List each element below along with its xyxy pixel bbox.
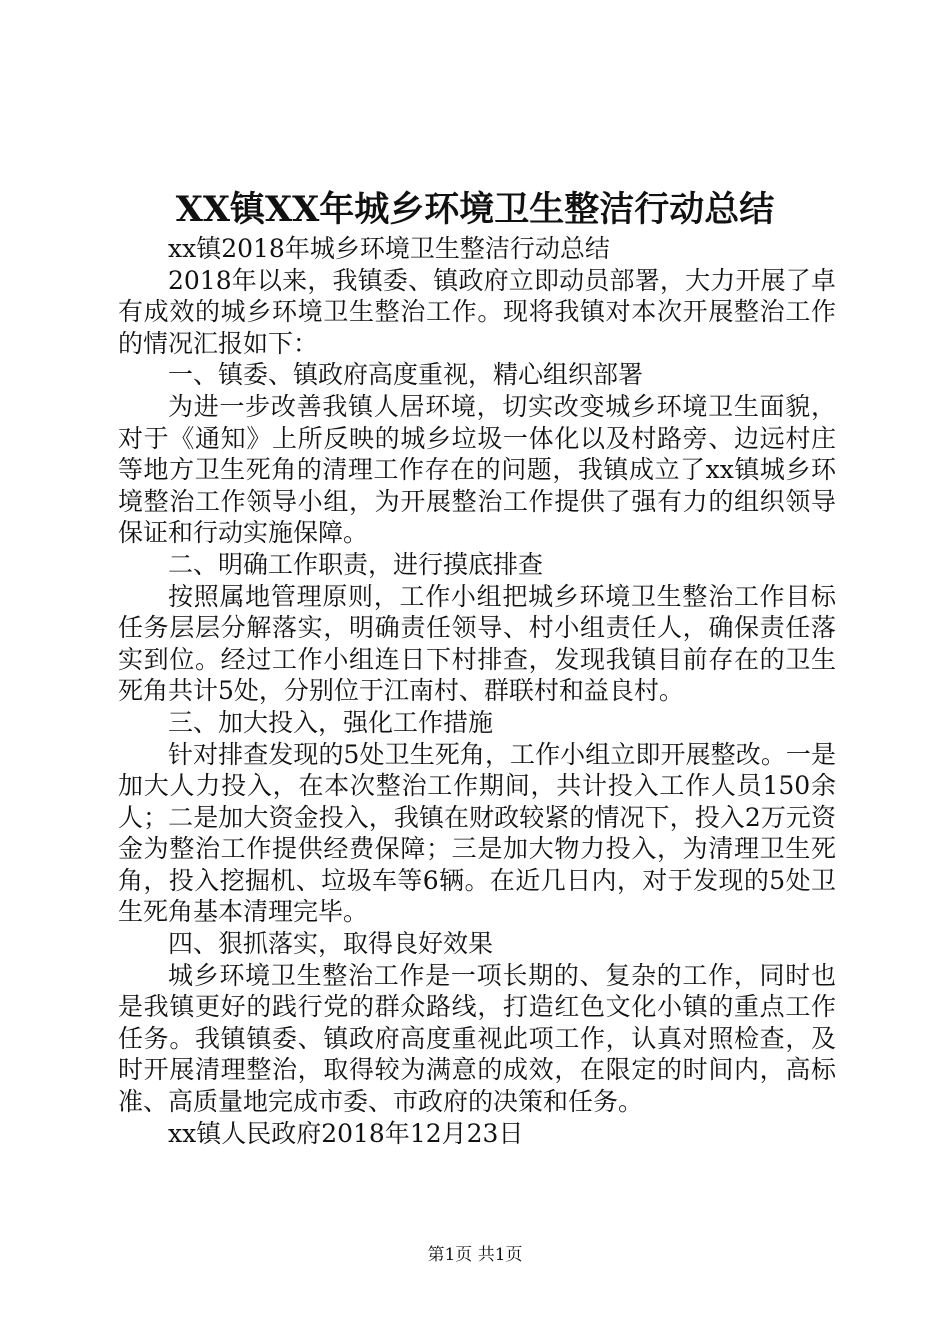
paragraph-section-3: 针对排查发现的5处卫生死角，工作小组立即开展整改。一是加大人力投入，在本次整治工作期间，共计投入工作人员150余人；二是加大资金投入，我镇在财政较紧的情况下，投入2万元资金为整治工作提供经费保障；三是加大物力投入，为清理卫生死角，投入挖掘机、垃圾车等6辆。在近几日内，对于发现的5处卫生死角基本清理完毕。 <box>118 739 836 927</box>
paragraph-subtitle: xx镇2018年城乡环境卫生整洁行动总结 <box>168 234 610 263</box>
paragraph-section-1: 为进一步改善我镇人居环境，切实改变城乡环境卫生面貌，对于《通知》上所反映的城乡垃圾一体化以及村路旁、边远村庄等地方卫生死角的清理工作存在的问题，我镇成立了xx镇城乡环境整治工作领导小组，为开展整治工作提供了强有力的组织领导保证和行动实施保障。 <box>118 391 836 548</box>
document-title: XX镇XX年城乡环境卫生整洁行动总结 <box>175 189 775 230</box>
paragraph-section-2: 按照属地管理原则，工作小组把城乡环境卫生整治工作目标任务层层分解落实，明确责任领导、村小组责任人，确保责任落实到位。经过工作小组连日下村排查，发现我镇目前存在的卫生死角共计5处，分别位于江南村、群联村和益良村。 <box>118 581 836 706</box>
section-heading-2: 二、明确工作职责，进行摸底排查 <box>168 549 544 579</box>
section-heading-3: 三、加大投入，强化工作措施 <box>168 707 494 737</box>
paragraph-intro: 2018年以来，我镇委、镇政府立即动员部署，大力开展了卓有成效的城乡环境卫生整治工作。现将我镇对本次开展整治工作的情况汇报如下： <box>118 265 836 358</box>
signature-date: xx镇人民政府2018年12月23日 <box>168 1118 524 1148</box>
document-body <box>118 233 836 1149</box>
section-heading-1: 一、镇委、镇政府高度重视，精心组织部署 <box>168 360 644 390</box>
section-heading-4: 四、狠抓落实，取得良好效果 <box>168 929 494 959</box>
paragraph-section-4: 城乡环境卫生整治工作是一项长期的、复杂的工作，同时也是我镇更好的践行党的群众路线，打造红色文化小镇的重点工作任务。我镇镇委、镇政府高度重视此项工作，认真对照检查，及时开展清理整治，取得较为满意的成效，在限定的时间内，高标准、高质量地完成市委、市政府的决策和任务。 <box>118 960 836 1117</box>
page-footer: 第1页 共1页 <box>427 1245 523 1265</box>
